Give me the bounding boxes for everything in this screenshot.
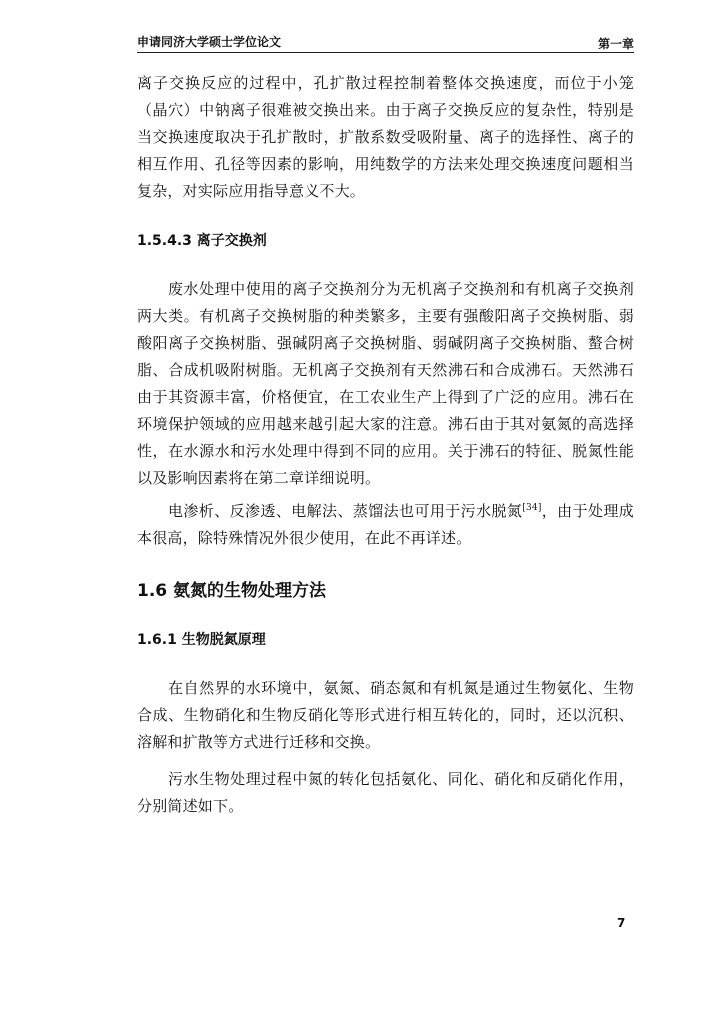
other-methods-text: 电渗析、反渗透、电解法、蒸馏法也可用于污水脱氮	[168, 502, 523, 520]
citation-34: [34]	[522, 503, 542, 513]
paragraph-ion-exchange-rate: 离子交换反应的过程中，孔扩散过程控制着整体交换速度，而位于小笼（晶穴）中钠离子很难被交换出来。由于离子交换反应的复杂性，特别是当交换速度取决于孔扩散时，扩散系数受吸附量、离子的选择性、离子的相互作用、孔径等因素的影响，用纯数学的方法来处理交换速度问题相当复杂，对实际应用指导意义不大。	[137, 74, 634, 200]
section-heading-1-6: 1.6 氨氮的生物处理方法	[137, 581, 327, 601]
header-thesis-title: 申请同济大学硕士学位论文	[137, 35, 282, 49]
running-header	[137, 32, 634, 53]
page-number: 7	[617, 916, 626, 930]
section-heading-1-6-1: 1.6.1 生物脱氮原理	[137, 632, 266, 648]
page-body	[137, 70, 634, 820]
section-heading-1-5-4-3: 1.5.4.3 离子交换剂	[137, 233, 267, 249]
paragraph-other-methods	[137, 498, 634, 552]
paragraph-ion-exchangers: 废水处理中使用的离子交换剂分为无机离子交换剂和有机离子交换剂两大类。有机离子交换树脂的种类繁多，主要有强酸阳离子交换树脂、弱酸阳离子交换树脂、强碱阴离子交换树脂、弱碱阴离子交换树脂、螯合树脂、合成机吸附树脂。无机离子交换剂有天然沸石和合成沸石。天然沸石由于其资源丰富，价格便宜，在工农业生产上得到了广泛的应用。沸石在环境保护领域的应用越来越引起大家的注意。沸石由于其对氨氮的高选择性，在水源水和污水处理中得到不同的应用。关于沸石的特征、脱氮性能以及影响因素将在第二章详细说明。	[137, 280, 634, 487]
paragraph-nitrogen-transformations: 污水生物处理过程中氮的转化包括氨化、同化、硝化和反硝化作用，分别简述如下。	[137, 770, 634, 815]
header-chapter: 第一章	[597, 37, 634, 51]
paragraph-nitrogen-cycle: 在自然界的水环境中，氨氮、硝态氮和有机氮是通过生物氨化、生物合成、生物硝化和生物反硝化等形式进行相互转化的，同时，还以沉积、溶解和扩散等方式进行迁移和交换。	[137, 679, 634, 751]
other-methods-text-continued: ，由于处理成本很高，除特殊情况外很少使用，在此不再详述。	[137, 502, 635, 547]
